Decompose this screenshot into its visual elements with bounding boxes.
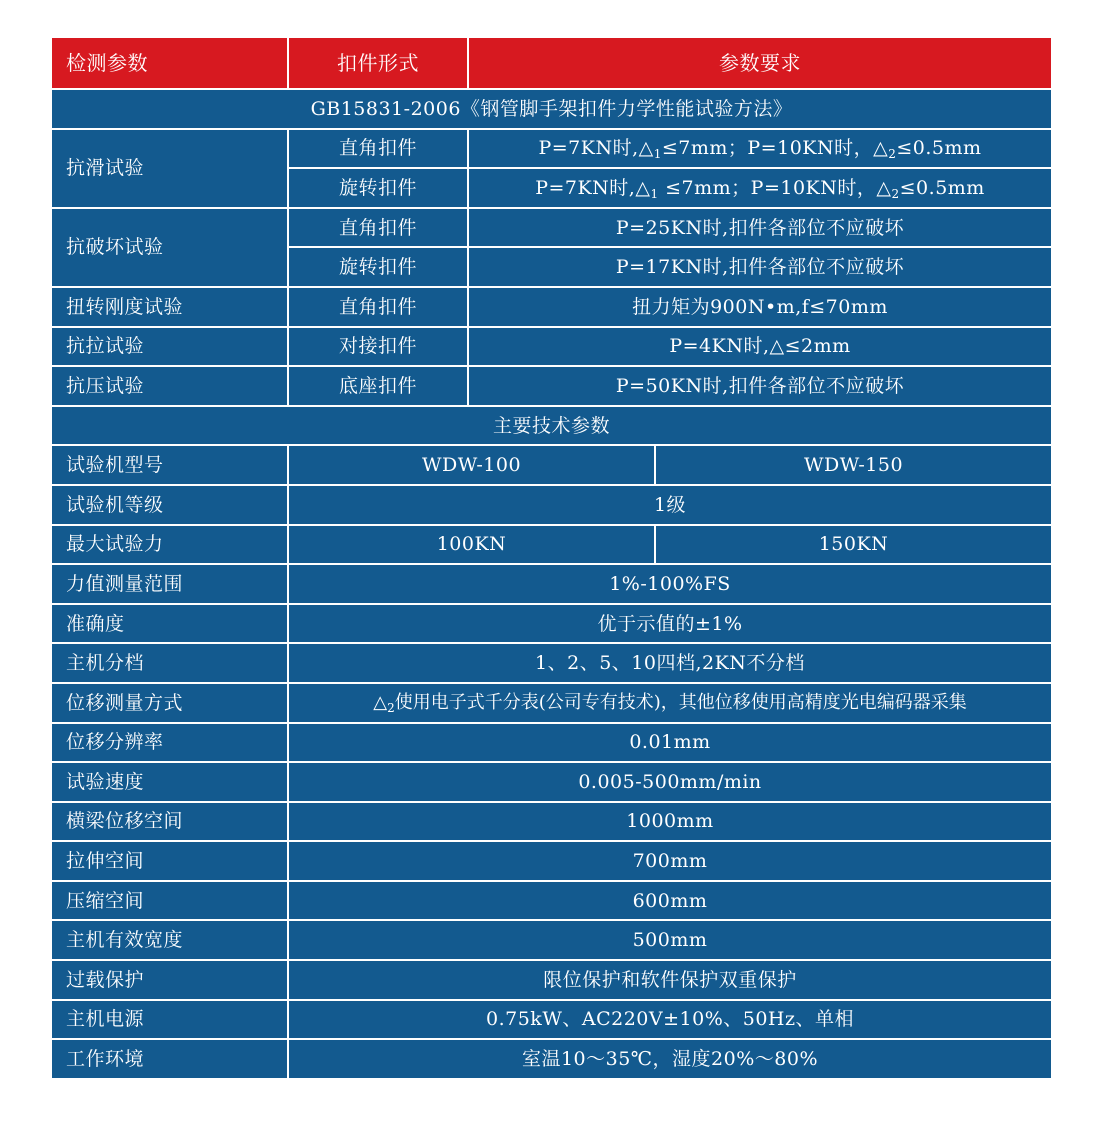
table-row [51, 208, 1052, 248]
delta-subscript: 2 [387, 700, 395, 715]
table-row [51, 881, 1052, 921]
table-row [51, 1039, 1052, 1079]
compression-space-label: 压缩空间 [51, 881, 288, 921]
table-row [51, 287, 1052, 327]
torsion-req: 扭力矩为900N•m,f≤70mm [468, 287, 1052, 327]
effective-width-value: 500mm [288, 920, 1052, 960]
force-range-value: 1%-100%FS [288, 564, 1052, 604]
speed-value: 0.005-500mm/min [288, 762, 1052, 802]
table-row [51, 366, 1052, 406]
displacement-resolution-value: 0.01mm [288, 723, 1052, 763]
grade-value: 1级 [288, 485, 1052, 525]
main-params-title: 主要技术参数 [51, 406, 1052, 446]
max-force-label: 最大试验力 [51, 525, 288, 565]
delta-subscript: 1 [650, 186, 659, 201]
table-row [51, 327, 1052, 367]
crossbeam-space-label: 横梁位移空间 [51, 802, 288, 842]
table-row [51, 643, 1052, 683]
power-label: 主机电源 [51, 1000, 288, 1040]
table-row [51, 1000, 1052, 1040]
anti-damage-right-angle-type: 直角扣件 [288, 208, 468, 248]
table-row [51, 762, 1052, 802]
anti-slip-label: 抗滑试验 [51, 129, 288, 208]
table-row [51, 960, 1052, 1000]
req-part-a: P=7KN时,△ [538, 137, 654, 160]
accuracy-label: 准确度 [51, 604, 288, 644]
max-force-value-100: 100KN [288, 525, 655, 565]
delta-subscript: 2 [888, 147, 897, 162]
effective-width-label: 主机有效宽度 [51, 920, 288, 960]
header-test-param: 检测参数 [51, 38, 288, 89]
method-text: 使用电子式千分表(公司专有技术)，其他位移使用高精度光电编码器采集 [394, 691, 967, 713]
req-part-b: ≤7mm；P=10KN时，△ [658, 176, 892, 199]
table-header-row [51, 38, 1052, 89]
compression-req: P=50KN时,扣件各部位不应破坏 [468, 366, 1052, 406]
compression-type: 底座扣件 [288, 366, 468, 406]
main-params-row [51, 406, 1052, 446]
torsion-label: 扭转刚度试验 [51, 287, 288, 327]
anti-slip-right-angle-req [468, 129, 1052, 169]
model-value-100: WDW-100 [288, 445, 655, 485]
crossbeam-space-value: 1000mm [288, 802, 1052, 842]
gears-label: 主机分档 [51, 643, 288, 683]
anti-damage-label: 抗破坏试验 [51, 208, 288, 287]
torsion-type: 直角扣件 [288, 287, 468, 327]
tensile-label: 抗拉试验 [51, 327, 288, 367]
spec-table [50, 38, 1053, 1080]
delta-subscript: 1 [653, 147, 662, 162]
speed-label: 试验速度 [51, 762, 288, 802]
force-range-label: 力值测量范围 [51, 564, 288, 604]
compression-label: 抗压试验 [51, 366, 288, 406]
req-part-c: ≤0.5mm [896, 137, 982, 160]
header-requirement: 参数要求 [468, 38, 1052, 89]
delta-subscript: 2 [891, 186, 900, 201]
compression-space-value: 600mm [288, 881, 1052, 921]
max-force-value-150: 150KN [655, 525, 1052, 565]
table-row [51, 445, 1052, 485]
standard-title: GB15831-2006《钢管脚手架扣件力学性能试验方法》 [51, 89, 1052, 129]
overload-label: 过载保护 [51, 960, 288, 1000]
anti-slip-right-angle-type: 直角扣件 [288, 129, 468, 169]
anti-damage-swivel-req: P=17KN时,扣件各部位不应破坏 [468, 247, 1052, 287]
table-row [51, 129, 1052, 169]
tensile-req: P=4KN时,△≤2mm [468, 327, 1052, 367]
model-value-150: WDW-150 [655, 445, 1052, 485]
anti-damage-right-angle-req: P=25KN时,扣件各部位不应破坏 [468, 208, 1052, 248]
tensile-space-label: 拉伸空间 [51, 841, 288, 881]
delta-prefix: △ [373, 691, 388, 713]
table-row [51, 723, 1052, 763]
header-fastener-type: 扣件形式 [288, 38, 468, 89]
tensile-type: 对接扣件 [288, 327, 468, 367]
accuracy-value: 优于示值的±1% [288, 604, 1052, 644]
gears-value: 1、2、5、10四档,2KN不分档 [288, 643, 1052, 683]
table-row [51, 841, 1052, 881]
displacement-method-label: 位移测量方式 [51, 683, 288, 723]
displacement-method-value [288, 683, 1052, 723]
tensile-space-value: 700mm [288, 841, 1052, 881]
environment-value: 室温10～35℃，湿度20%～80% [288, 1039, 1052, 1079]
anti-slip-swivel-type: 旋转扣件 [288, 168, 468, 208]
table-row [51, 525, 1052, 565]
anti-damage-swivel-type: 旋转扣件 [288, 247, 468, 287]
power-value: 0.75kW、AC220V±10%、50Hz、单相 [288, 1000, 1052, 1040]
environment-label: 工作环境 [51, 1039, 288, 1079]
standard-row [51, 89, 1052, 129]
req-part-c: ≤0.5mm [899, 176, 985, 199]
table-row [51, 920, 1052, 960]
table-row [51, 683, 1052, 723]
table-row [51, 802, 1052, 842]
table-row [51, 485, 1052, 525]
displacement-resolution-label: 位移分辨率 [51, 723, 288, 763]
overload-value: 限位保护和软件保护双重保护 [288, 960, 1052, 1000]
model-label: 试验机型号 [51, 445, 288, 485]
grade-label: 试验机等级 [51, 485, 288, 525]
req-part-b: ≤7mm；P=10KN时，△ [661, 137, 889, 160]
anti-slip-swivel-req [468, 168, 1052, 208]
table-row [51, 604, 1052, 644]
table-row [51, 564, 1052, 604]
req-part-a: P=7KN时,△ [535, 176, 651, 199]
